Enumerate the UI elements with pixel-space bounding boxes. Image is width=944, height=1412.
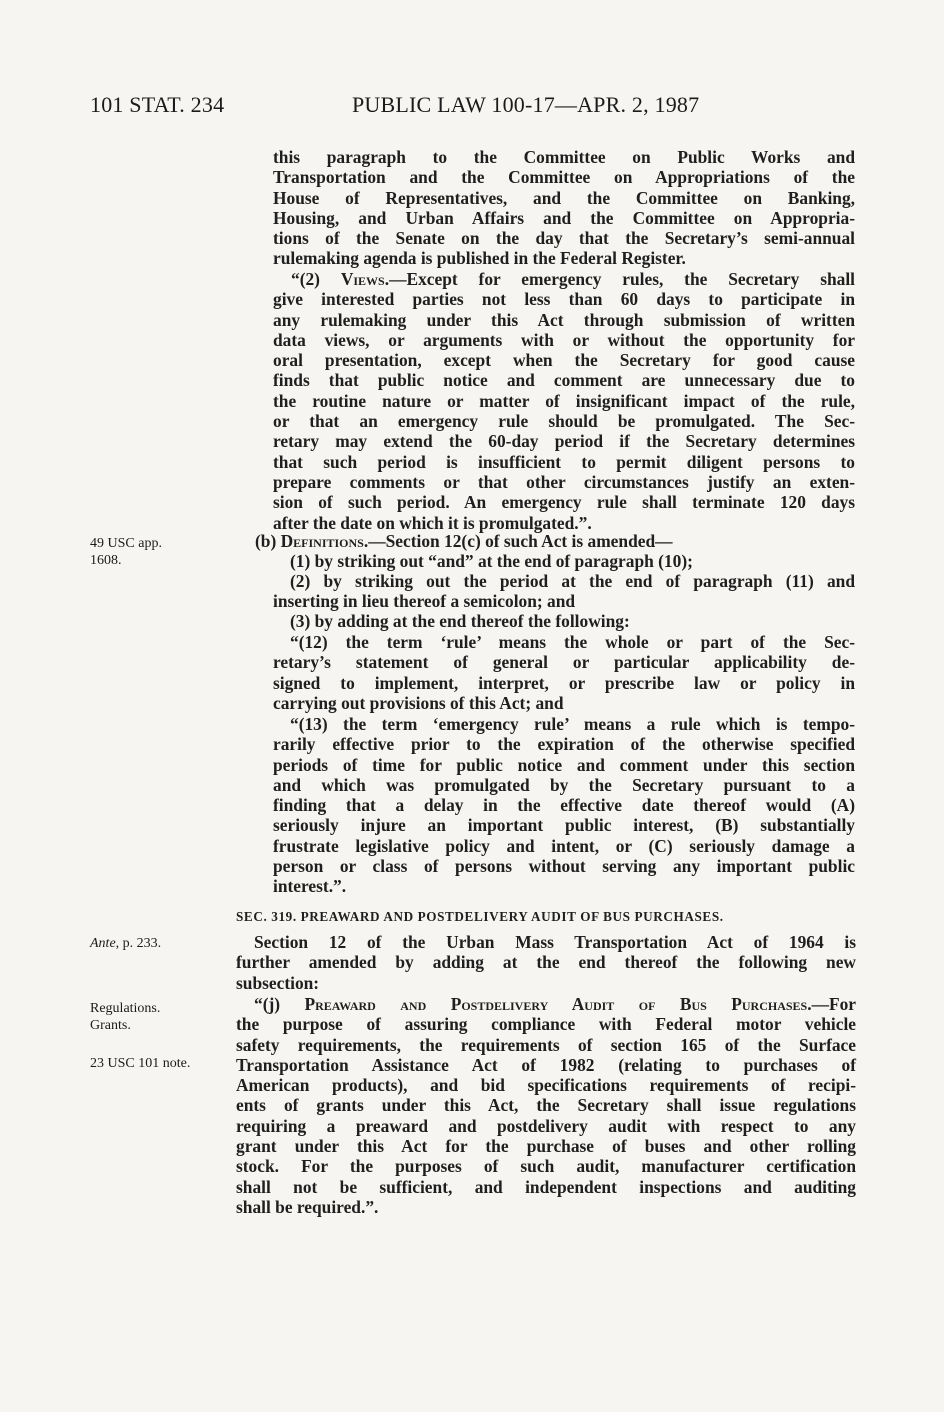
- definition-13: “(13) the term ‘emergency rule’ means a rule which is tempo- rarily effective prior to the expiration of the otherwise specified periods of time for public notice and comment under this section and which was promulgated by the Secretary pursuant to a finding that a delay in the effective date thereof would (A) seriously injure an important public interest, (B) substantially frustrate legislative policy and intent, or (C) seriously damage a person or class of persons without serving any important public interest.”.: [273, 714, 855, 897]
- text-line: the routine nature or matter of insignificant impact of the rule,: [273, 390, 855, 411]
- views-heading: Views: [340, 269, 385, 289]
- text-line: House of Representatives, and the Committee on Banking,: [273, 187, 855, 208]
- definition-12: “(12) the term ‘rule’ means the whole or part of the Sec- retary’s statement of general or particular applicability de- signed to implement, interpret, or prescribe law or policy in carrying out provisions of this Act; and: [273, 632, 855, 713]
- views-paragraph: [273, 269, 855, 533]
- text-line: any rulemaking under this Act through submission of written: [273, 309, 855, 330]
- section-319-intro: Section 12 of the Urban Mass Transportation Act of 1964 is further amended by adding at the end thereof the following new subsection:: [236, 932, 856, 993]
- subsection-j-heading: Preaward and Postdelivery Audit of Bus Purchases: [304, 994, 808, 1014]
- continuation-paragraph: [273, 147, 855, 269]
- definitions-heading-line: (b) Definitions.—Section 12(c) of such Act is amended—: [255, 531, 673, 551]
- public-law-header: PUBLIC LAW 100-17—APR. 2, 1987: [352, 92, 700, 117]
- margin-note-ante: Ante, p. 233.: [90, 936, 162, 951]
- stat-citation: 101 STAT. 234: [90, 92, 225, 117]
- text-line: that such period is insufficient to permit diligent persons to: [273, 451, 855, 472]
- views-first-line: “(2) Views.—Except for emergency rules, the Secretary shall: [291, 269, 855, 289]
- subsection-j: “(j) Preaward and Postdelivery Audit of Bus Purchases.—For the purpose of assuring compliance with Federal motor vehicle safety requirements, the requirements of section 165 of the Surface Transportation Assistance Act of 1982 (relating to purchases of American products), and bid specifications requirements of recipi- ents of grants under this Act, the Secretary shall issue regulations requiring a preaward and postdelivery audit with respect to any grant under this Act for the purchase of buses and other rolling stock. For the purposes of such audit, manufacturer certification shall not be sufficient, and independent inspections and auditing shall be required.”.: [236, 994, 856, 1217]
- text-line: this paragraph to the Committee on Public Works and: [273, 147, 855, 167]
- section-319-heading: SEC. 319. PREAWARD AND POSTDELIVERY AUDIT OF BUS PURCHASES.: [236, 909, 724, 924]
- text-line: Transportation and the Committee on Appropriations of the: [273, 167, 855, 188]
- definitions-item-3: (3) by adding at the end thereof the following:: [290, 611, 630, 631]
- text-line: give interested parties not less than 60 days to participate in: [273, 289, 855, 310]
- margin-note-usc-1608: 49 USC app. 1608.: [90, 536, 162, 568]
- text-line: Housing, and Urban Affairs and the Committee on Appropria-: [273, 207, 855, 228]
- text-line: prepare comments or that other circumstances justify an exten-: [273, 471, 855, 492]
- text-line: rulemaking agenda is published in the Federal Register.: [273, 248, 686, 269]
- definitions-section: [255, 531, 855, 551]
- text-line: after the date on which it is promulgated.”.: [273, 512, 592, 533]
- subsection-j-first-line: “(j) Preaward and Postdelivery Audit of Bus Purchases.—For: [254, 994, 856, 1014]
- definitions-item-2: (2) by striking out the period at the end of paragraph (11) and inserting in lieu thereof a semicolon; and: [273, 571, 855, 612]
- definitions-heading: Definitions: [280, 531, 364, 551]
- text-line: or that an emergency rule should be promulgated. The Sec-: [273, 411, 855, 432]
- text-line: finds that public notice and comment are unnecessary due to: [273, 370, 855, 391]
- text-line: retary may extend the 60-day period if the Secretary determines: [273, 431, 855, 452]
- text-line: sion of such period. An emergency rule shall terminate 120 days: [273, 492, 855, 513]
- definitions-item-1: (1) by striking out “and” at the end of paragraph (10);: [290, 551, 693, 571]
- text-line: data views, or arguments with or without the opportunity for: [273, 329, 855, 350]
- text-line: oral presentation, except when the Secretary for good cause: [273, 350, 855, 371]
- text-line: tions of the Senate on the day that the Secretary’s semi-annual: [273, 228, 855, 249]
- margin-note-regulations-grants: Regulations. Grants.: [90, 1001, 161, 1033]
- margin-note-usc23: 23 USC 101 note.: [90, 1056, 191, 1071]
